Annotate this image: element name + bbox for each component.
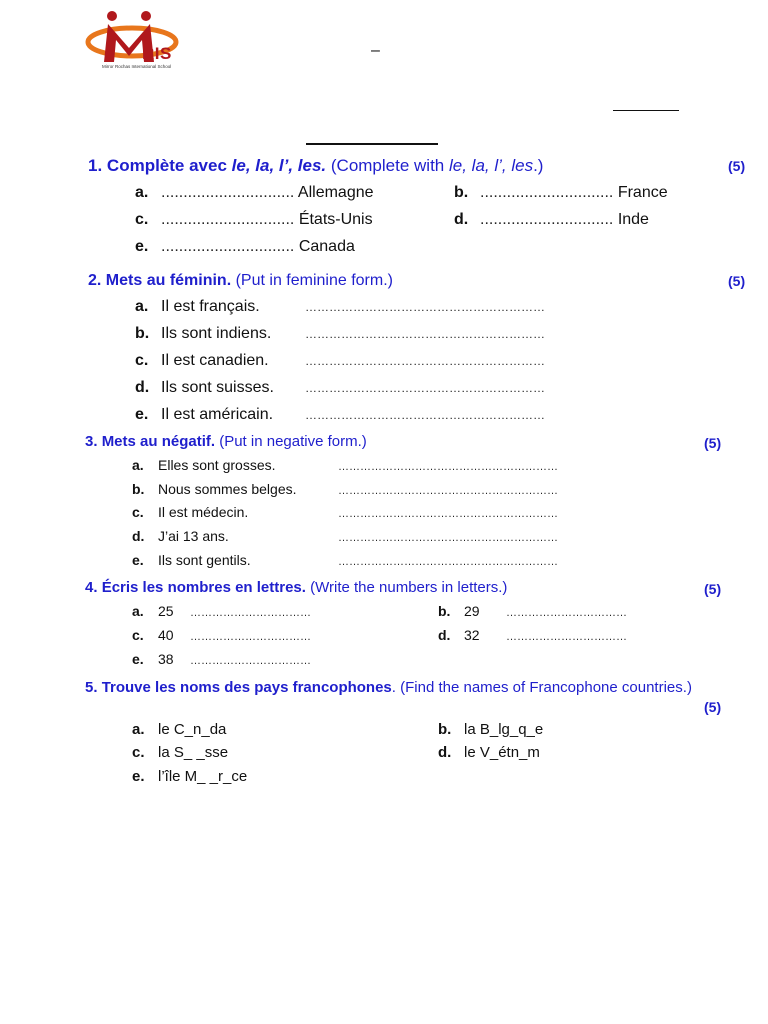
q3-item-b: b. Nous sommes belges. …………………………………………………… xyxy=(132,481,558,497)
question-3-title: 3. Mets au négatif. (Put in negative form.) xyxy=(85,433,367,450)
q5-item-d: d. le V_étn_m xyxy=(438,744,540,761)
q1-item-c: c. .............................. États-Unis xyxy=(135,211,373,228)
question-4-title: 4. Écris les nombres en lettres. (Write the numbers in letters.) xyxy=(85,579,508,596)
question-4-marks: (5) xyxy=(704,581,722,597)
q2-item-c: c. Il est canadien. …………………………………………………… xyxy=(135,352,545,369)
q2-item-e: e. Il est américain. …………………………………………………… xyxy=(135,406,545,423)
blank-line-title xyxy=(306,143,438,145)
q2-item-a: a. Il est français. …………………………………………………… xyxy=(135,298,545,315)
question-2-title: 2. Mets au féminin. (Put in feminine form.) xyxy=(88,272,393,289)
q2-item-b: b. Ils sont indiens. …………………………………………………… xyxy=(135,325,545,342)
q4-item-a: a. 25 …………………………… xyxy=(132,603,311,619)
q4-item-e: e. 38 …………………………… xyxy=(132,651,311,667)
question-2-marks: (5) xyxy=(728,273,746,289)
q5-item-a: a. le C_n_da xyxy=(132,721,227,738)
q3-item-e: e. Ils sont gentils. …………………………………………………… xyxy=(132,552,558,568)
q2-item-d: d. Ils sont suisses. …………………………………………………… xyxy=(135,379,545,396)
question-1-title: 1. Complète avec le, la, l’, les. (Complete with le, la, l’, les.) xyxy=(88,156,544,175)
header-dash: – xyxy=(371,42,380,59)
question-1-marks: (5) xyxy=(728,158,746,174)
q1-item-a: a. .............................. Allemagne xyxy=(135,184,374,201)
q1-item-b: b. .............................. France xyxy=(454,184,668,201)
q1-item-e: e. .............................. Canada xyxy=(135,238,355,255)
q1-item-d: d. .............................. Inde xyxy=(454,211,649,228)
q5-item-c: c. la S_ _sse xyxy=(132,744,229,761)
q3-item-d: d. J’ai 13 ans. …………………………………………………… xyxy=(132,528,558,544)
logo-wordmark: RIS xyxy=(142,44,172,63)
blank-line-date xyxy=(613,110,679,111)
q5-item-b: b. la B_lg_q_e xyxy=(438,721,544,738)
q4-item-c: c. 40 …………………………… xyxy=(132,627,311,643)
q3-item-c: c. Il est médecin. …………………………………………………… xyxy=(132,504,558,520)
logo-tagline: Mirror Rochas International School xyxy=(102,64,172,69)
q4-item-d: d. 32 …………………………… xyxy=(438,627,627,643)
question-5-marks: (5) xyxy=(704,699,722,715)
q5-item-e: e. l’île M_ _r_ce xyxy=(132,768,248,785)
question-3-marks: (5) xyxy=(704,435,722,451)
q4-item-b: b. 29 …………………………… xyxy=(438,603,627,619)
q3-item-a: a. Elles sont grosses. …………………………………………………… xyxy=(132,457,558,473)
question-5-title: 5. Trouve les noms des pays francophones. (Find the names of Francophone countries.) xyxy=(85,679,692,696)
